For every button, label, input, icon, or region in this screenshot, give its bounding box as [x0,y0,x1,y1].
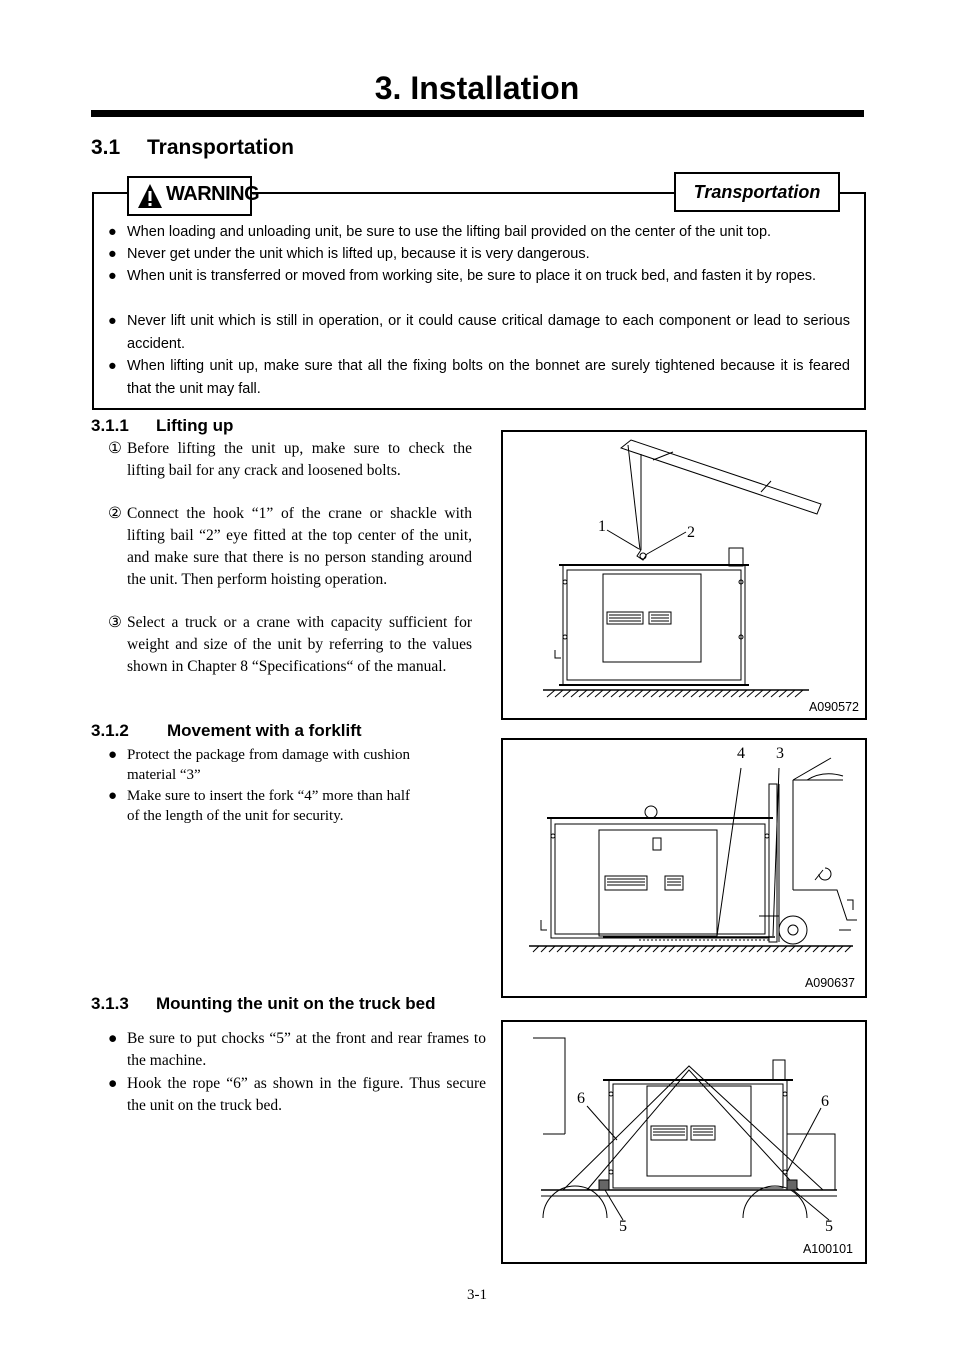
subsection-heading-truck [91,994,436,1014]
bullet-icon: ● [108,788,118,804]
subsection-title: Mounting the unit on the truck bed [156,994,436,1013]
warning-item [108,355,850,400]
figure-code: A090637 [804,976,855,990]
subsection-number: 3.1.1 [91,416,129,435]
callout-label: 5 [825,1218,833,1235]
lifting-step [108,438,472,482]
callout-label: 6 [577,1090,585,1107]
step-number: ② [108,505,122,522]
warning-item [108,243,850,266]
bullet-icon: ● [108,1030,118,1047]
step-number: ① [108,440,122,457]
forklift-drawing [503,740,865,996]
warning-label: WARNING [166,183,260,205]
figure-code: A100101 [802,1242,853,1256]
section-title: Transportation [147,136,295,159]
forklift-item-text: Protect the package from damage with cushion material “3” [127,747,410,783]
forklift-item-text: Make sure to insert the fork “4” more than half of the length of the unit for security. [127,788,410,824]
step-text: Select a truck or a crane with capacity sufficient for weight and size of the unit by referring to the values shown in Chapter 8 “Specifications“ of the manual. [127,614,472,675]
warning-badge [127,176,260,216]
section-heading [91,136,294,160]
warning-triangle-icon [137,183,163,209]
lifting-step [108,612,472,678]
callout-label: 3 [776,745,784,762]
warning-item-text: Never get under the unit which is lifted up, because it is very dangerous. [127,246,590,262]
title-rule [91,110,864,117]
warning-item-text: Never lift unit which is still in operation, or it could cause critical damage to each component or lead to serious accident. [127,313,850,352]
callout-label: 2 [687,524,695,541]
truck-item-text: Hook the rope “6” as shown in the figure. Thus secure the unit on the truck bed. [127,1075,486,1114]
callout-label: 1 [598,518,606,535]
bullet-icon: ● [108,313,117,329]
forklift-figure [501,738,867,998]
section-number: 3.1 [91,136,121,159]
subsection-title: Movement with a forklift [167,721,362,740]
lifting-step [108,503,472,591]
page-title: 3. Installation [374,70,580,106]
subsection-number: 3.1.3 [91,994,129,1013]
bullet-icon: ● [108,747,118,763]
forklift-item [108,745,410,785]
warning-item-text: When loading and unloading unit, be sure to use the lifting bail provided on the center of the unit top. [127,224,772,240]
bullet-icon: ● [108,246,117,262]
subsection-heading-forklift [91,721,362,741]
truck-bed-drawing [503,1022,865,1262]
warning-topic: Transportation [674,172,840,212]
warning-item-text: When unit is transferred or moved from working site, be sure to place it on truck bed, and fasten it by ropes. [127,268,817,284]
figure-code: A090572 [808,700,859,714]
callout-label: 5 [619,1218,627,1235]
bullet-icon: ● [108,268,117,284]
forklift-item [108,786,410,826]
callout-label: 4 [737,745,745,762]
step-text: Before lifting the unit up, make sure to check the lifting bail for any crack and loosened bolts. [127,440,472,479]
subsection-heading-lifting [91,416,233,436]
truck-figure [501,1020,867,1264]
lifting-figure [501,430,867,720]
callout-label: 6 [821,1093,829,1110]
subsection-title: Lifting up [156,416,234,435]
page-number: 3-1 [467,1287,487,1303]
warning-item-text: When lifting unit up, make sure that all the fixing bolts on the bonnet are surely tightened because it is feared that the unit may fall. [127,358,850,397]
truck-item [108,1073,486,1117]
subsection-number: 3.1.2 [91,721,129,740]
step-number: ③ [108,614,122,631]
bullet-icon: ● [108,224,117,240]
warning-item [108,221,850,244]
step-text: Connect the hook “1” of the crane or shackle with lifting bail “2” eye fitted at the top center of the unit, and make sure that there is no person standing around the unit. Then perform hoisting operation. [127,505,472,588]
warning-item [108,265,850,288]
truck-item-text: Be sure to put chocks “5” at the front and rear frames to the machine. [127,1030,486,1069]
bullet-icon: ● [108,358,117,374]
bullet-icon: ● [108,1075,118,1092]
truck-item [108,1028,486,1072]
crane-lifting-drawing [503,432,865,718]
warning-item [108,310,850,355]
